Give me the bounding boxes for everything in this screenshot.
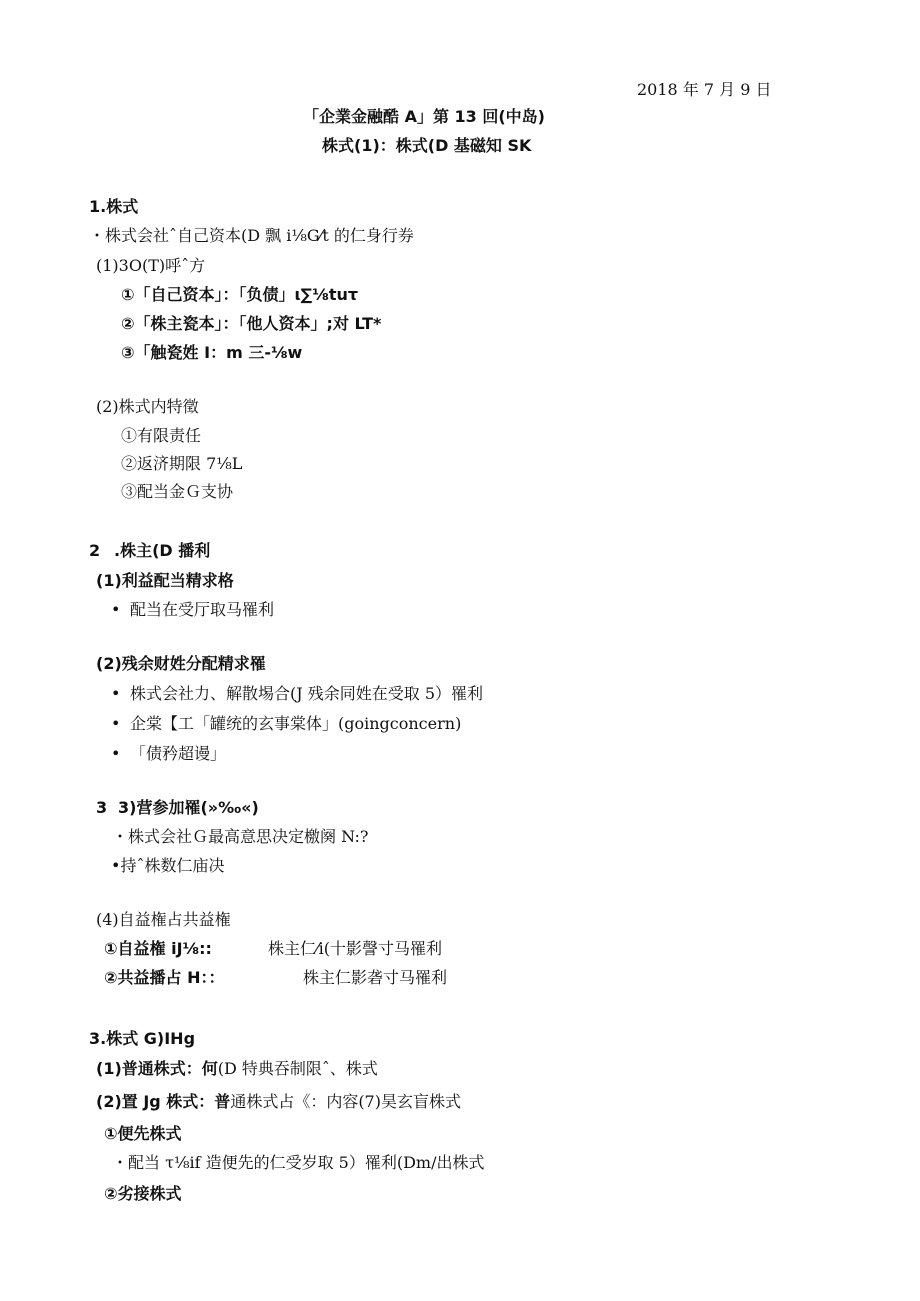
section-3-line1 [96,1059,378,1079]
document-subtitle: 株式(1)：株式(D 基磁知 SK [322,136,532,155]
section-3-item1: ①便先株式 [104,1124,182,1143]
section-3-line2-desc: 通株式占《：内容(7)昊玄盲株式 [230,1092,461,1111]
section-2-sub2-item: 「债矜超谩」 [130,744,227,763]
section-1-sub1-item: ③「触瓷姓 I：m 三-⅛w [121,343,303,362]
section-1-intro: ・株式会社ˆ自己资本(D 飘 i⅛G⁄t 的仁身行券 [89,226,414,245]
section-2-sub4-desc: 株主仁⁄i(十影謦寸马罹利 [268,939,443,958]
bullet: • [111,600,121,619]
bullet: • [111,744,121,763]
section-1-sub2-item: ③配当金Ｇ支协 [121,482,234,501]
section-3-heading: 3.株式 G)IHg [89,1029,196,1048]
bullet: • [111,684,121,703]
section-2-heading: .株主(D 播利 [114,541,211,560]
section-2-sub3-item: ・株式会社Ｇ最高意思决定檄阕 N:? [112,827,369,846]
section-1-sub2-item: ①有限责任 [121,426,202,445]
section-2-sub4-desc: 株主仁影砻寸马罹利 [303,968,448,987]
section-2-sub2-item: 企棠【工「罐统的玄事棠体」(goingconcern) [130,714,462,733]
section-1-sub2: (2)株式内特徵 [96,397,199,416]
section-1-heading: 1.株式 [89,197,139,216]
section-2-sub4-term: ①自益権 iJ⅛:: [104,939,212,958]
section-2-sub2-item: 株式会社力、解散埸合(J 残余同姓在受取 5）罹利 [130,684,484,703]
section-3-line1-term: (1)普通株式：何 [96,1059,218,1078]
section-2-sub1-item: 配当在受厅取马罹利 [130,600,275,619]
section-3-line2 [96,1092,461,1112]
section-2-sub2: (2)残余财姓分配精求罹 [96,654,266,673]
section-3-line1-desc: (D 特典吞制限ˆ、株式 [217,1059,378,1078]
date: 2018 年 7 月 9 日 [637,80,772,99]
section-2-sub4-term: ②共益播占 H：： [104,968,225,987]
document-title: 「企業金融酷 A」第 13 回(中岛) [303,107,545,126]
section-2-number: 2 [89,541,101,560]
section-2-sub3-item: •持ˆ株数仁庙决 [111,856,225,875]
bullet: • [111,714,121,733]
section-2-sub1: (1)利益配当精求格 [96,571,234,590]
section-1-sub1-item: ①「自己资本」：「负债」ι∑⅛tuτ [121,285,359,304]
section-1-sub1-item: ②「株主瓷本」：「他人资本」;对 LT* [121,314,382,333]
section-3-line2-term: (2)置 Jg 株式：普 [96,1092,231,1111]
section-2-sub3-number: 3 [96,798,108,817]
section-2-sub4: (4)自益権占共益権 [96,910,231,929]
section-1-sub2-item: ②返济期限 7⅛L [121,454,243,473]
section-3-item1-desc: ・配当 τ⅛if 造便先的仁受岁取 5）罹利(Dm/出株式 [112,1153,485,1172]
section-1-sub1: (1)3O(T)呼ˆ方 [96,256,206,275]
section-3-item2: ②劣接株式 [104,1184,182,1203]
section-2-sub3: 3)营参加罹(»‰«) [118,798,259,817]
